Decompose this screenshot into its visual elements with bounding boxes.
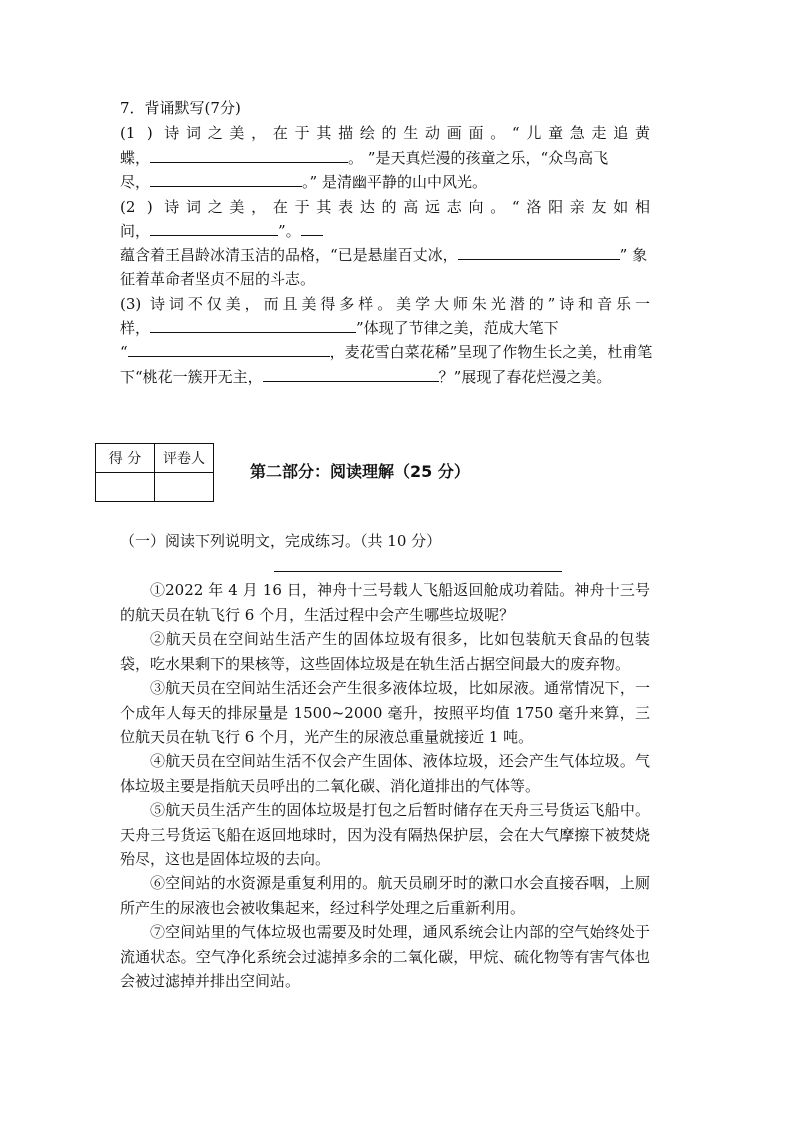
answer-blank-5[interactable] <box>150 318 356 333</box>
q7-item1-line1: (1 ) 诗词之美，在于其描绘的生动画面。“儿童急走追黄 <box>120 124 650 142</box>
q7-item3-line2 <box>120 317 650 339</box>
answer-blank-7[interactable] <box>263 367 439 382</box>
q7-item2-text-b: ”。 <box>278 222 301 240</box>
q7-item3-text-b: ”体现了节律之美，范成大笔下 <box>356 319 559 337</box>
q7-item3-line3 <box>120 341 653 363</box>
q7-item3-text-a: 样， <box>120 319 151 337</box>
reading-intro: （一）阅读下列说明文，完成练习。（共 10 分） <box>120 532 442 550</box>
q7-item3-text-c: “ <box>120 343 128 361</box>
grader-header: 评卷人 <box>155 444 214 473</box>
q7-item2-line1: (2 ) 诗词之美，在于其表达的高远志向。“洛阳亲友如相 <box>120 198 650 216</box>
q7-item2-line2 <box>120 220 650 242</box>
answer-blank-4[interactable] <box>458 245 620 260</box>
q7-item1-text-d: 。” 是清幽平静的山中风光。 <box>302 173 487 191</box>
paragraph-4: ④航天员在空间站生活不仅会产生固体、液体垃圾，还会产生气体垃圾。气体垃圾主要是指航天员呼出的二氧化碳、消化道排出的气体等。 <box>120 752 650 795</box>
article-title-blank <box>274 571 562 572</box>
q7-item2-text-a: 问， <box>120 222 151 240</box>
q7-item1-text-a: 蝶， <box>120 149 151 167</box>
paragraph-1: ①2022 年 4 月 16 日，神舟十三号载人飞船返回舱成功着陆。神舟十三号的航天员在轨飞行 6 个月，生活过程中会产生哪些垃圾呢？ <box>120 581 650 624</box>
score-table <box>95 443 214 502</box>
grader-cell[interactable] <box>155 473 214 502</box>
answer-blank-6[interactable] <box>128 342 330 357</box>
q7-item1-line2 <box>120 147 650 169</box>
q7-item3-text-d: ，麦花雪白菜花稀”呈现了作物生长之美，杜甫笔 <box>329 343 653 361</box>
paragraph-2: ②航天员在空间站生活产生的固体垃圾有很多，比如包装航天食品的包装袋，吃水果剩下的果核等，这些固体垃圾是在轨生活占据空间最大的废弃物。 <box>120 630 650 673</box>
q7-item2-text-d: ” 象 <box>619 246 648 264</box>
q7-item3-text-f: ？”展现了春花烂漫之美。 <box>438 368 612 386</box>
paragraph-5: ⑤航天员生活产生的固体垃圾是打包之后暂时储存在天舟三号货运飞船中。天舟三号货运飞船在返回地球时，因为没有隔热保护层，会在大气摩擦下被焚烧殆尽，这也是固体垃圾的去向。 <box>120 801 650 868</box>
paragraph-6: ⑥空间站的水资源是重复利用的。航天员刷牙时的漱口水会直接吞咽，上厕所产生的尿液也会被收集起来，经过科学处理之后重新利用。 <box>120 874 650 917</box>
q7-item2-line4: 征着革命者坚贞不屈的斗志。 <box>120 270 316 288</box>
q7-item1-text-c: 尽， <box>120 173 151 191</box>
paragraph-3: ③航天员在空间站生活还会产生很多液体垃圾，比如尿液。通常情况下，一个成年人每天的排尿量是 1500~2000 毫升，按照平均值 1750 毫升来算，三位航天员在轨飞行 6 个月，光产生的尿液总重量就接近 1 吨。 <box>120 679 650 746</box>
part-two-title: 第二部分：阅读理解（25 分） <box>250 462 470 481</box>
answer-blank-3-tail <box>301 221 323 236</box>
score-cell[interactable] <box>96 473 155 502</box>
answer-blank-1[interactable] <box>150 148 348 163</box>
question-7-title: 7．背诵默写(7分) <box>120 99 241 117</box>
q7-item1-line3 <box>120 171 650 193</box>
q7-item3-line1: (3) 诗词不仅美，而且美得多样。美学大师朱光潜的”诗和音乐一 <box>120 295 650 313</box>
score-header: 得 分 <box>96 444 155 473</box>
q7-item1-text-b: 。 ”是天真烂漫的孩童之乐，“众鸟高飞 <box>348 149 609 167</box>
q7-item3-text-e: 下“桃花一簇开无主， <box>120 368 263 386</box>
answer-blank-2[interactable] <box>150 172 302 187</box>
q7-item2-text-c: 蕴含着王昌龄冰清玉洁的品格，“已是悬崖百丈冰， <box>120 246 458 264</box>
paragraph-7: ⑦空间站里的气体垃圾也需要及时处理，通风系统会让内部的空气始终处于流通状态。空气净化系统会过滤掉多余的二氧化碳，甲烷、硫化物等有害气体也会被过滤掉并排出空间站。 <box>120 923 650 990</box>
q7-item3-line4 <box>120 366 650 388</box>
answer-blank-3[interactable] <box>150 221 278 236</box>
q7-item2-line3 <box>120 244 650 266</box>
